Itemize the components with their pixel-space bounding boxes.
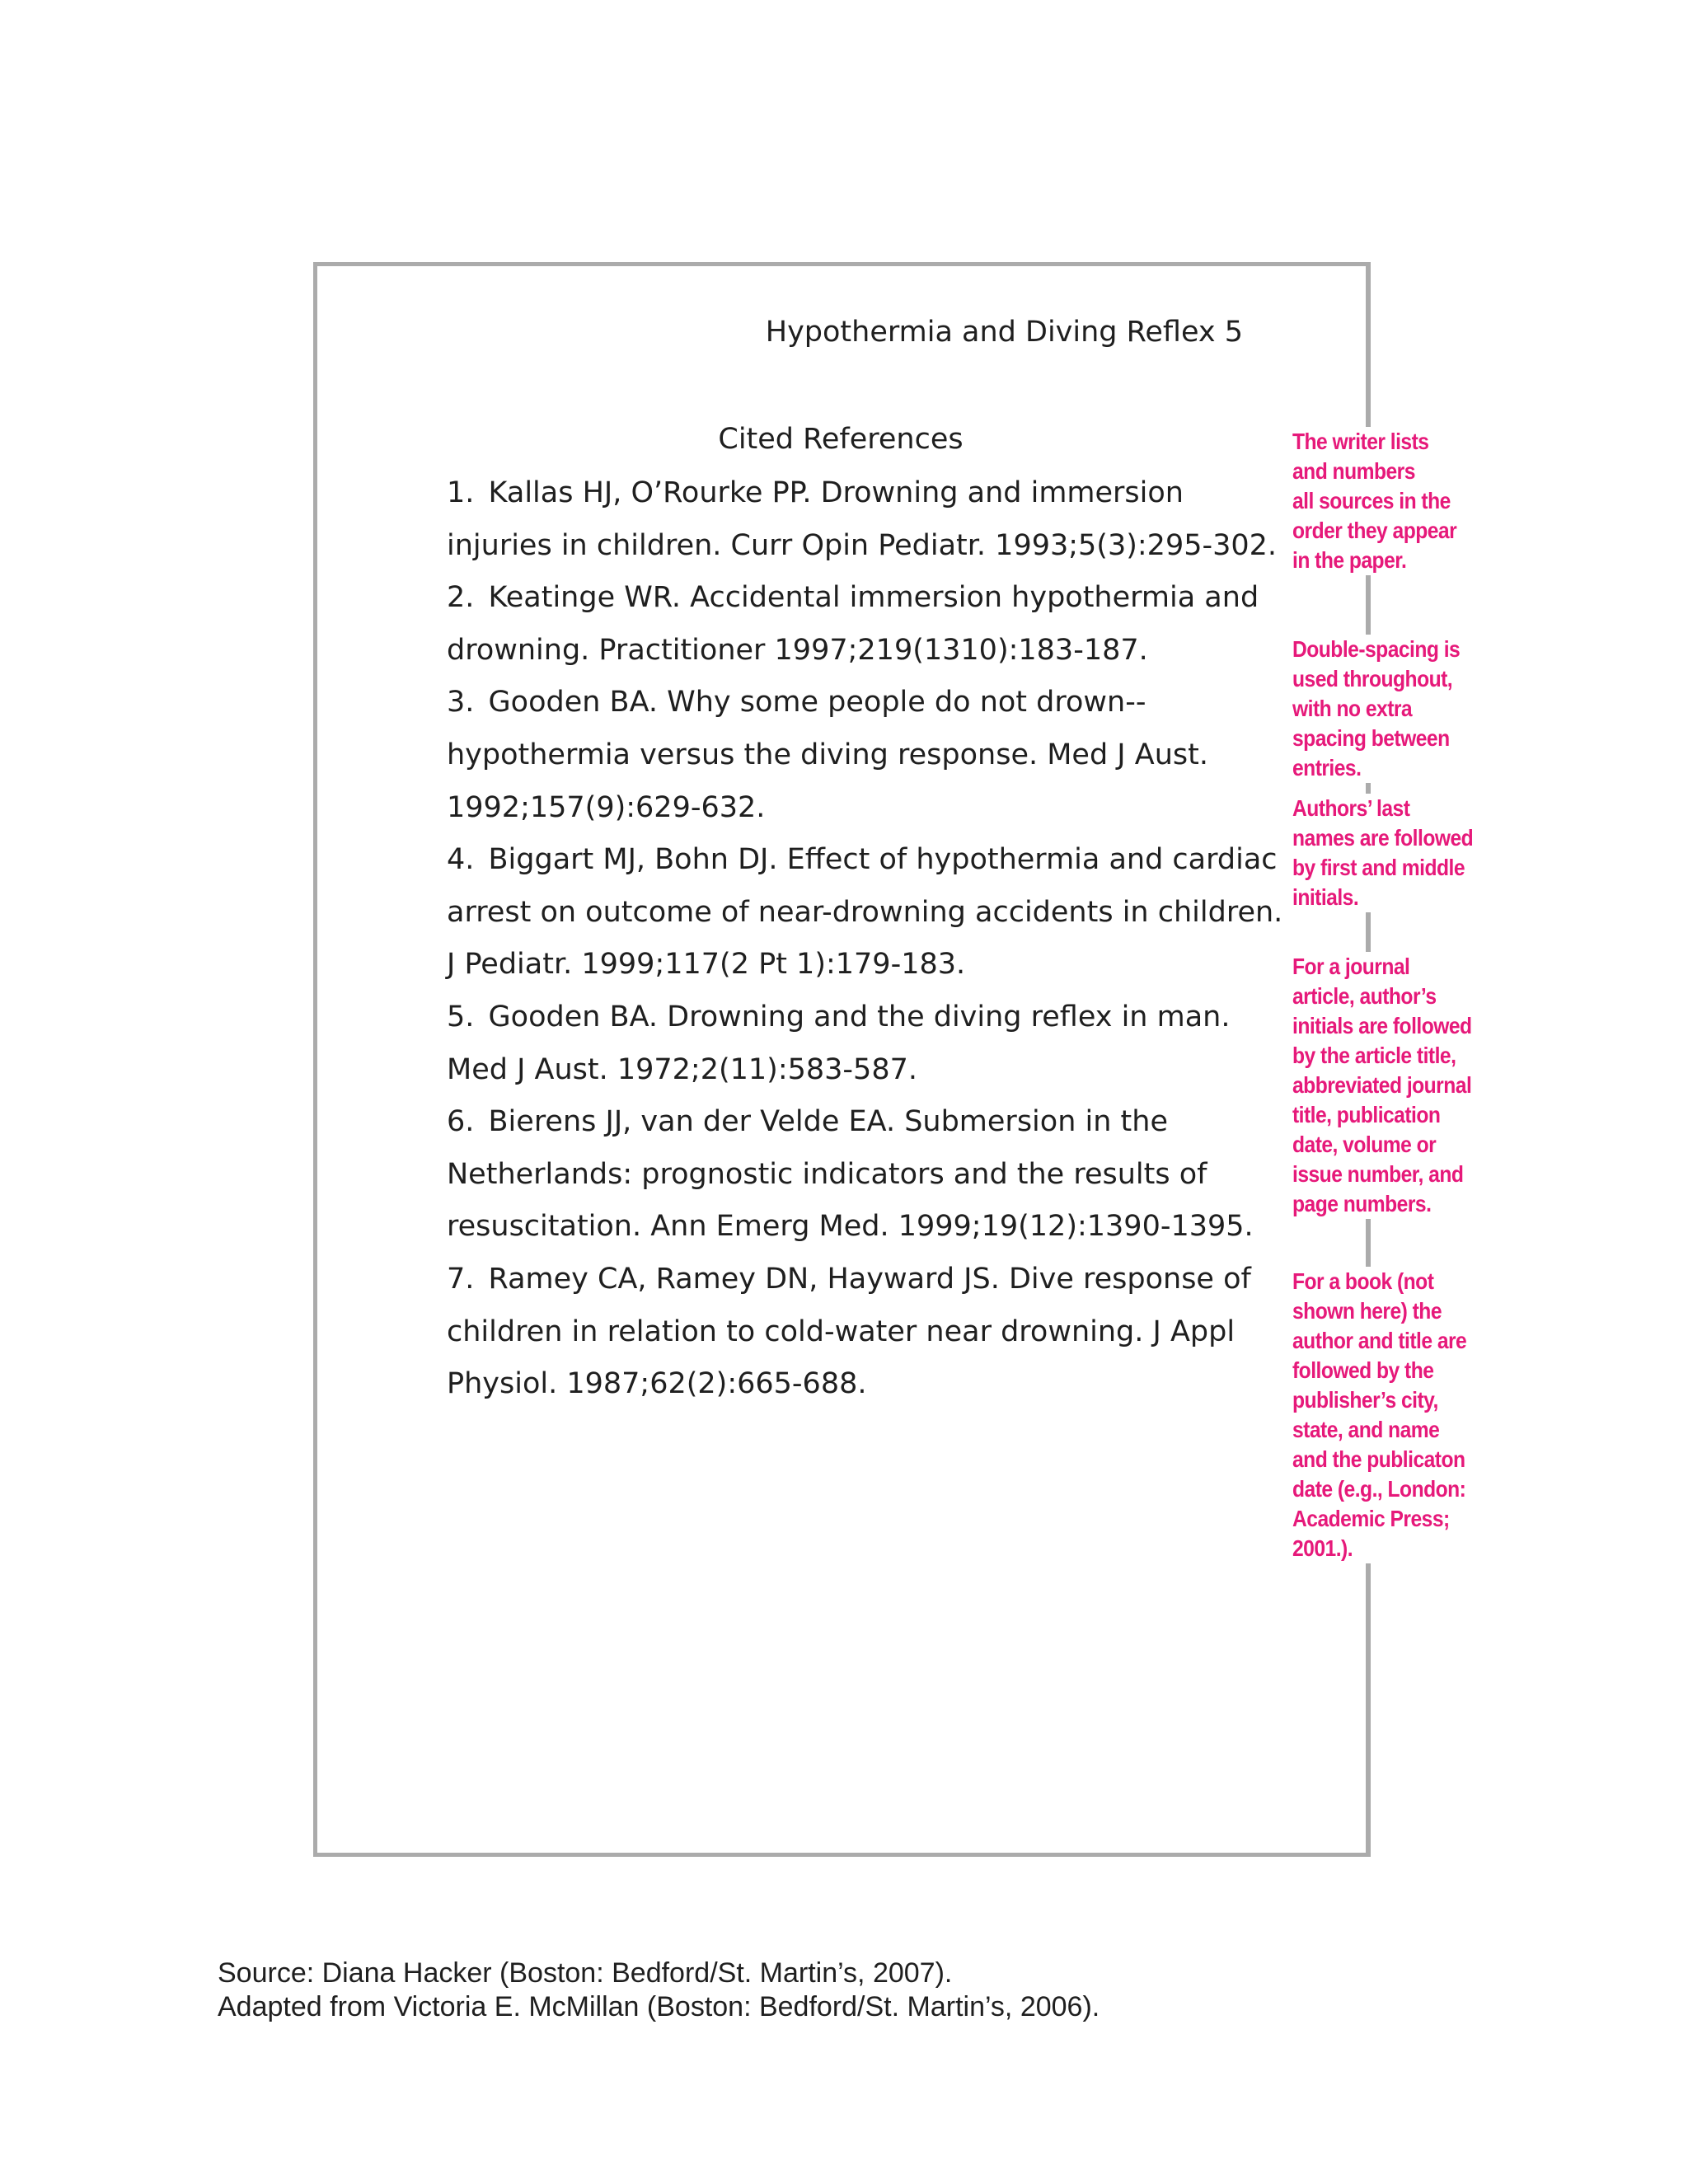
reference-entry [447,467,1287,572]
reference-entry [447,1254,1287,1411]
reference-entry [447,1096,1287,1254]
reference-entry [447,572,1287,677]
annotation-numbering: The writer lists and numbers all sources in the order they appear in the paper. [1292,427,1456,575]
annotation-double-spacing: Double-spacing is used throughout, with no extra spacing between entries. [1292,635,1460,783]
reference-number: 7. [447,1262,475,1296]
reference-number: 1. [447,476,475,509]
reference-text: Keatinge WR. Accidental immersion hypothermia and drowning. Practitioner 1997;219(1310):183-187. [447,581,1259,667]
reference-number: 2. [447,581,475,615]
annotation-book: For a book (not shown here) the author and title are followed by the publisher’s city, state, and name and the publicaton date (e.g., London: Academic Press; 2001.). [1292,1267,1466,1563]
annotation-journal-article: For a journal article, author’s initials are followed by the article title, abbreviated journal title, publication date, volume or issue number, and page numbers. [1292,952,1472,1219]
reference-number: 4. [447,843,475,877]
annotation-author-names: Authors’ last names are followed by first and middle initials. [1292,794,1473,912]
reference-entry [447,991,1287,1096]
reference-number: 5. [447,1000,475,1033]
reference-text: Biggart MJ, Bohn DJ. Effect of hypothermia and cardiac arrest on outcome of near-drowning accidents in children. J Pediatr. 1999;117(2 Pt 1):179-183. [447,843,1283,982]
reference-text: Ramey CA, Ramey DN, Hayward JS. Dive response of children in relation to cold-water near drowning. J Appl Physiol. 1987;62(2):665-688. [447,1262,1251,1401]
references-title: Cited References [718,423,964,456]
reference-list [447,467,1287,1411]
reference-entry [447,834,1287,991]
reference-text: Gooden BA. Why some people do not drown--hypothermia versus the diving response. Med J Aust. 1992;157(9):629-632. [447,686,1208,824]
adapted-line: Adapted from Victoria E. McMillan (Boston: Bedford/St. Martin’s, 2006). [218,1991,1100,2022]
reference-number: 3. [447,686,475,719]
reference-number: 6. [447,1105,475,1139]
source-note [218,1957,1100,2024]
reference-text: Bierens JJ, van der Velde EA. Submersion in the Netherlands: prognostic indicators and the results of resuscitation. Ann Emerg Med. 1999;19(12):1390-1395. [447,1105,1254,1244]
reference-entry [447,677,1287,834]
source-line: Source: Diana Hacker (Boston: Bedford/St. Martin’s, 2007). [218,1957,953,1989]
reference-text: Kallas HJ, O’Rourke PP. Drowning and immersion injuries in children. Curr Opin Pediatr. 1993;5(3):295-302. [447,476,1278,562]
running-head: Hypothermia and Diving Reflex 5 [765,316,1243,349]
reference-text: Gooden BA. Drowning and the diving reflex in man. Med J Aust. 1972;2(11):583-587. [447,1000,1231,1086]
